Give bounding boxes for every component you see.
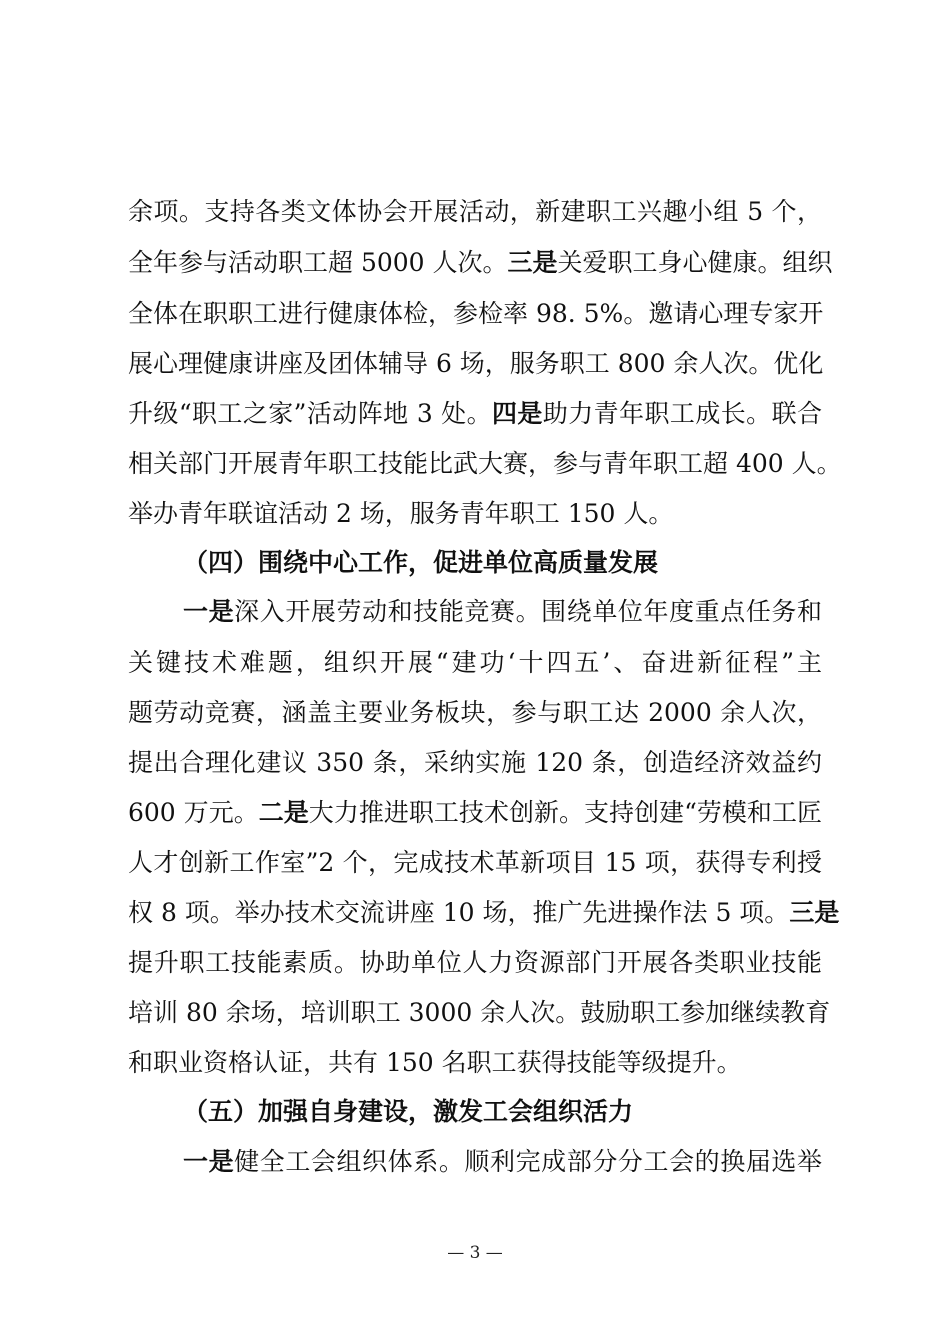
body-text: 题劳动竞赛，涵盖主要业务板块，参与职工达 2000 余人次，	[128, 698, 822, 727]
body-text: 提升职工技能素质。协助单位人力资源部门开展各类职业技能	[128, 948, 822, 977]
body-text: 余项。支持各类文体协会开展活动，新建职工兴趣小组 5 个，	[128, 197, 822, 226]
body-text: 权 8 项。举办技术交流讲座 10 场，推广先进操作法 5 项。	[128, 898, 790, 927]
bold-lead-text: 三是	[789, 898, 840, 927]
paragraph-line	[128, 297, 822, 331]
page-number: — 3 —	[447, 1243, 503, 1263]
body-text: 大力推进职工技术创新。支持创建“劳模和工匠	[308, 798, 822, 827]
paragraph-line	[128, 696, 822, 730]
paragraph-line	[128, 896, 840, 930]
paragraph-line	[128, 347, 822, 381]
paragraph-line	[128, 497, 822, 531]
paragraph-line	[183, 1145, 822, 1179]
bold-lead-text: （五）加强自身建设，激发工会组织活力	[183, 1097, 634, 1126]
paragraph-line	[128, 846, 822, 880]
paragraph-line	[128, 246, 833, 280]
paragraph-line	[128, 996, 831, 1030]
body-text: 展心理健康讲座及团体辅导 6 场，服务职工 800 余人次。优化	[128, 349, 824, 378]
paragraph-line	[128, 447, 842, 481]
body-text: 升级“职工之家”活动阵地 3 处。	[128, 399, 492, 428]
section-heading	[183, 546, 822, 580]
body-text: 全年参与活动职工超 5000 人次。	[128, 248, 508, 277]
body-text: 关爱职工身心健康。组织	[557, 248, 833, 277]
body-text: 关键技术难题，组织开展“建功‘十四五’、奋进新征程”主	[128, 648, 822, 677]
body-text: 培训 80 余场，培训职工 3000 余人次。鼓励职工参加继续教育	[128, 998, 831, 1027]
body-text: 相关部门开展青年职工技能比武大赛，参与青年职工超 400 人。	[128, 449, 842, 478]
body-text: 600 万元。	[128, 798, 259, 827]
paragraph-line	[128, 646, 822, 680]
body-text: 和职业资格认证，共有 150 名职工获得技能等级提升。	[128, 1048, 742, 1077]
body-text: 举办青年联谊活动 2 场，服务青年职工 150 人。	[128, 499, 674, 528]
paragraph-line	[128, 946, 822, 980]
paragraph-line	[128, 195, 822, 229]
paragraph-line	[128, 397, 822, 431]
paragraph-line	[183, 595, 822, 629]
paragraph-line	[128, 746, 822, 780]
paragraph-line	[128, 1046, 822, 1080]
paragraph-line	[128, 796, 822, 830]
section-heading	[183, 1095, 822, 1129]
body-text: 深入开展劳动和技能竞赛。围绕单位年度重点任务和	[234, 597, 822, 626]
body-text: 全体在职职工进行健康体检，参检率 98. 5%。邀请心理专家开	[128, 299, 824, 328]
bold-lead-text: （四）围绕中心工作，促进单位高质量发展	[183, 548, 659, 577]
bold-lead-text: 一是	[183, 1147, 235, 1176]
bold-lead-text: 三是	[507, 248, 558, 277]
bold-lead-text: 二是	[258, 798, 309, 827]
body-text: 提出合理化建议 350 条，采纳实施 120 条，创造经济效益约	[128, 748, 822, 777]
body-text: 健全工会组织体系。顺利完成部分分工会的换届选举	[234, 1147, 822, 1176]
bold-lead-text: 四是	[492, 399, 543, 428]
body-text: 助力青年职工成长。联合	[542, 399, 822, 428]
bold-lead-text: 一是	[183, 597, 235, 626]
body-text: 人才创新工作室”2 个，完成技术革新项目 15 项，获得专利授	[128, 848, 822, 877]
